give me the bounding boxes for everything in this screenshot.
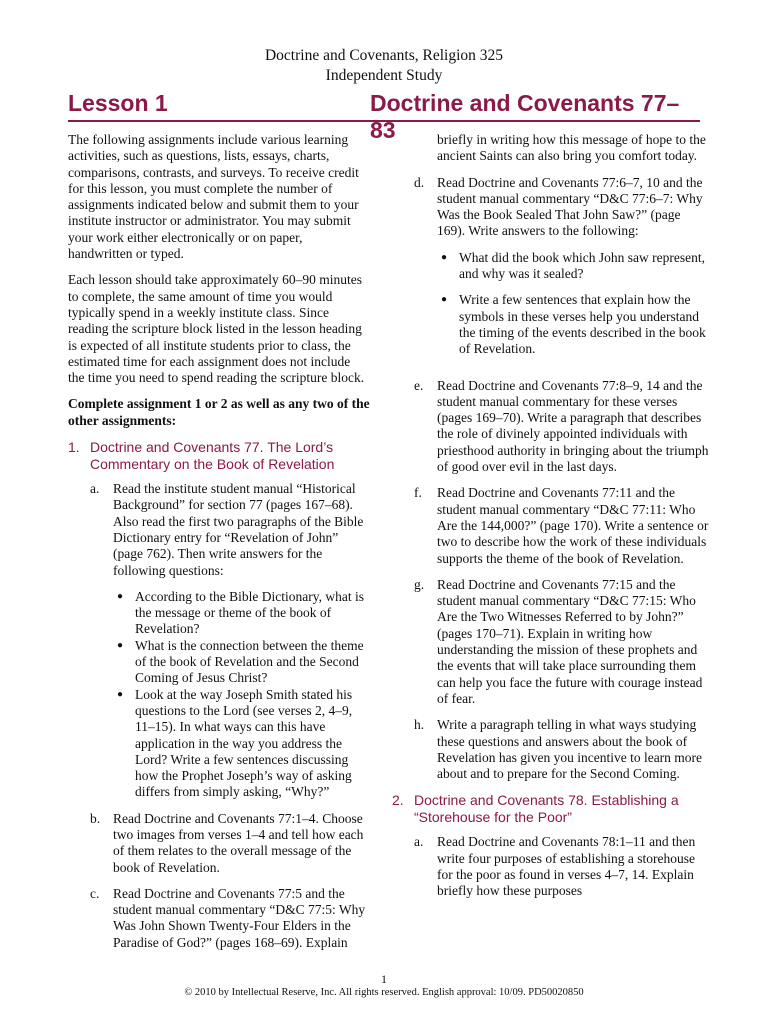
assignment-item — [414, 485, 710, 566]
item-text: Write a paragraph telling in what ways studying these questions and answers about the book of Revelation has given you incentive to learn more about and to prepare for the Second Coming. — [437, 717, 703, 782]
section-title: Doctrine and Covenants 78. Establishing a “Storehouse for the Poor” — [414, 792, 679, 826]
item-text: Read Doctrine and Covenants 77:6–7, 10 and the student manual commentary “D&C 77:6–7: Why Was the Book Sealed That John Saw?” (page 169). Write answers to the following: — [437, 174, 703, 239]
section-title: Doctrine and Covenants 77. The Lord’s Commentary on the Book of Revelation — [90, 439, 335, 473]
item-text: Read Doctrine and Covenants 77:8–9, 14 and the student manual commentary for these verses (pages 169–70). Write a paragraph that describes the role of divinely appointed individuals with priesthood authority in bringing about the triumph of good over evil in the last days. — [437, 377, 709, 475]
item-letter: d. — [414, 174, 425, 190]
section-number: 2. — [392, 792, 404, 809]
item-text-continued: briefly in writing how this message of hope to the ancient Saints can also bring you comfort today. — [437, 132, 706, 164]
document-header — [0, 46, 768, 86]
intro-paragraph: Each lesson should take approximately 60–90 minutes to complete, the same amount of time you would typically spend in a weekly institute class. Since reading the scripture block listed in the lesson heading is expected of all institute students prior to class, the estimated time for each assignment does not include the time you need to spend reading the scripture block. — [68, 272, 365, 386]
assignment-item — [414, 378, 710, 476]
bullet-item: ● According to the Bible Dictionary, what is the message or theme of the book of Revelation? — [113, 589, 370, 638]
assignment-item — [90, 811, 370, 876]
lesson-scripture-range: Doctrine and Covenants 77–83 — [370, 90, 680, 143]
assignment-item — [90, 481, 370, 801]
item-letter: b. — [90, 810, 101, 826]
item-letter: h. — [414, 717, 425, 733]
item-letter: e. — [414, 377, 424, 393]
left-column — [68, 132, 370, 961]
section-number: 1. — [68, 439, 80, 456]
item-text: Read Doctrine and Covenants 77:11 and the student manual commentary “D&C 77:11: Who Are the 144,000?” (page 170). Write a sentence or two to describe how the work of these individuals supports the theme of the book of Revelation. — [437, 485, 709, 566]
page-number: 1 — [381, 972, 387, 986]
bullet-item: ● What did the book which John saw represent, and why was it sealed? — [437, 250, 710, 283]
item-letter: a. — [90, 481, 100, 497]
copyright-notice: © 2010 by Intellectual Reserve, Inc. All rights reserved. English approval: 10/09. PD50020850 — [184, 987, 584, 998]
course-subtitle: Independent Study — [325, 67, 443, 84]
item-letter: f. — [414, 485, 422, 501]
assignment-item — [414, 175, 710, 368]
item-text: Read Doctrine and Covenants 77:1–4. Choose two images from verses 1–4 and tell how each of them relates to the overall message of the book of Revelation. — [113, 810, 364, 875]
assignment-item — [90, 886, 370, 951]
bullet-list — [113, 589, 370, 801]
bullet-icon: ● — [117, 688, 124, 700]
bullet-item: ● What is the connection between the theme of the book of Revelation and the Second Coming of Jesus Christ? — [113, 638, 370, 687]
intro-paragraph: The following assignments include various learning activities, such as questions, lists, essays, charts, comparisons, contrasts, and surveys. To receive credit for this lesson, you must complete the number of assignments indicated below and submit them to your institute instructor or administrator. You may submit your work either electronically or on paper, handwritten or typed. — [68, 132, 359, 262]
item-letter: g. — [414, 576, 425, 592]
bullet-icon: ● — [441, 294, 448, 306]
bullet-icon: ● — [441, 251, 448, 263]
assignment-item — [414, 717, 710, 782]
bullet-item: ● Write a few sentences that explain how the symbols in these verses help you understand the timing of the events described in the book of Revelation. — [437, 292, 710, 357]
item-text: Read Doctrine and Covenants 77:15 and the student manual commentary “D&C 77:15: Who Are the Two Witnesses Referred to by John?” (pages 170–71). Explain in writing how understanding the mission of these prophets and the events that will take place surrounding them can help you face the future with courage instead of fear. — [437, 576, 703, 706]
item-text: Read Doctrine and Covenants 77:5 and the student manual commentary “D&C 77:5: Why Was John Shown Twenty-Four Elders in the Paradise of God?” (pages 168–69). Explain — [113, 885, 366, 950]
section-heading — [68, 439, 370, 473]
item-text: Read the institute student manual “Historical Background” for section 77 (pages 167–68). Also read the first two paragraphs of the Bible Dictionary entry for “Revelation of John” (page 762). Then write answers for the following questions: — [113, 481, 364, 578]
assignment-item — [414, 577, 710, 707]
bullet-icon: ● — [117, 590, 124, 602]
bullet-item: ● Look at the way Joseph Smith stated his questions to the Lord (see verses 2, 4–9, 11–15). In what ways can this have application in the way you address the Lord? Write a few sentences discussing how the Prophet Joseph’s way of asking differs from simply asking, “Why?” — [113, 687, 370, 801]
bullet-icon: ● — [117, 639, 124, 651]
item-letter: a. — [414, 834, 424, 850]
section-heading — [392, 792, 710, 826]
lesson-title: Lesson 1 — [68, 90, 168, 116]
course-title: Doctrine and Covenants, Religion 325 — [264, 47, 504, 64]
right-column — [392, 132, 710, 910]
assignment-instruction: Complete assignment 1 or 2 as well as any two of the other assignments: — [68, 396, 370, 428]
assignment-item — [414, 834, 710, 899]
lesson-heading-bar — [68, 90, 700, 143]
bullet-list — [437, 250, 710, 358]
item-letter: c. — [90, 885, 100, 901]
item-text: Read Doctrine and Covenants 78:1–11 and then write four purposes of establishing a storehouse for the poor as found in verses 4–7, 14. Explain briefly how these purposes — [437, 834, 696, 899]
